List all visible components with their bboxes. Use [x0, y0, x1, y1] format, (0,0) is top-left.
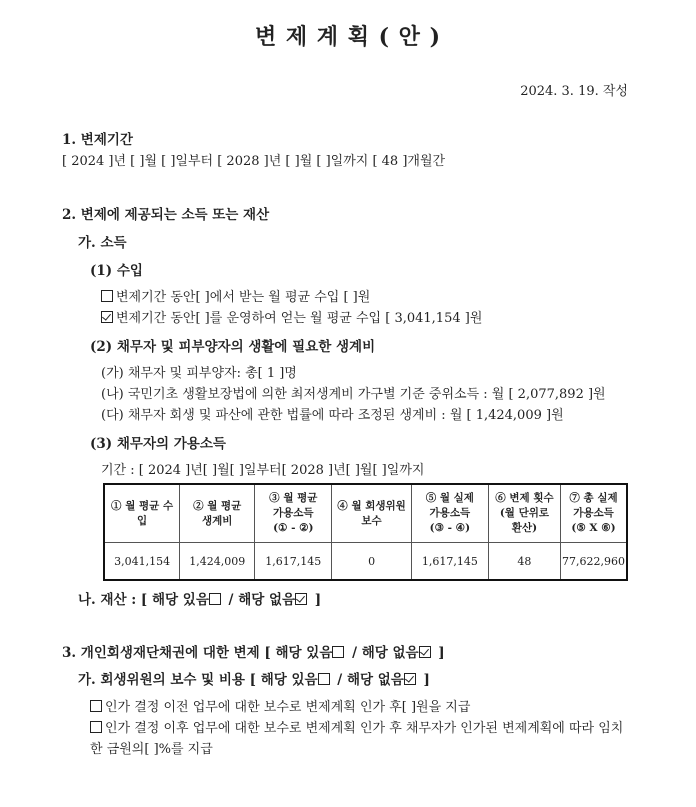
section3-mid: / 해당 없음 [347, 645, 419, 661]
table-cell: 3,041,154 [104, 543, 180, 581]
table-header: ⑤ 월 실제 가용소득 (③ - ④) [411, 484, 488, 543]
section3-prefix: 3. 개인회생재단채권에 대한 변제 [ 해당 있음 [62, 645, 333, 661]
section1-heading: 1. 변제기간 [62, 132, 133, 148]
trustee-fee-option-before-label: 인가 결정 이전 업무에 대한 보수로 변제계획 인가 후[ ]원을 지급 [105, 700, 471, 715]
table-cell: 0 [332, 543, 412, 581]
property-mid: / 해당 없음 [223, 592, 296, 608]
section3-heading [62, 641, 445, 661]
median-income-line: (나) 국민기초 생활보장법에 의한 최저생계비 가구별 기준 중위소득 : 월 [ 2,077,892 ]원 [101, 387, 606, 402]
table-header: ① 월 평균 수입 [104, 484, 180, 543]
adjusted-living-cost-line: (다) 채무자 회생 및 파산에 관한 법률에 따라 조정된 생계비 : 월 [ 1,424,009 ]원 [101, 408, 564, 423]
checkbox-unchecked[interactable] [209, 593, 221, 605]
table-row [104, 543, 627, 581]
revenue-heading: (1) 수입 [90, 263, 143, 279]
trustee-fee-option-after-label: 인가 결정 이후 업무에 대한 보수로 변제계획 인가 후 채무자가 인가된 변제계획에 따라 임치 [105, 721, 624, 736]
checkbox-checked[interactable] [419, 646, 431, 658]
available-income-table [103, 483, 628, 581]
checkbox-unchecked[interactable] [90, 721, 102, 733]
table-cell: 1,617,145 [255, 543, 332, 581]
checkbox-unchecked[interactable] [90, 700, 102, 712]
property-suffix: ] [310, 592, 322, 608]
table-header: ⑥ 변제 횟수 (월 단위로 환산) [488, 484, 560, 543]
table-cell: 77,622,960 [561, 543, 627, 581]
trustee-fee-suffix: ] [418, 672, 430, 688]
trustee-fee-option-after-cont: 한 금원의[ ]%를 지급 [90, 742, 213, 757]
repayment-period-line: [ 2024 ]년 [ ]월 [ ]일부터 [ 2028 ]년 [ ]월 [ ]일까지 [ 48 ]개월간 [62, 154, 446, 169]
revenue-option-business [101, 307, 482, 326]
trustee-fee-option-before [90, 696, 470, 715]
trustee-fee-mid: / 해당 없음 [332, 672, 404, 688]
trustee-fee-prefix: 가. 회생위원의 보수 및 비용 [ 해당 있음 [78, 672, 318, 688]
trustee-fee-option-after [90, 717, 623, 736]
checkbox-unchecked[interactable] [318, 673, 330, 685]
checkbox-checked[interactable] [404, 673, 416, 685]
table-header: ③ 월 평균 가용소득 (① - ②) [255, 484, 332, 543]
checkbox-unchecked[interactable] [332, 646, 344, 658]
revenue-option-business-label: 변제기간 동안[ ]를 운영하여 얻는 월 평균 수입 [ 3,041,154 ]원 [116, 311, 483, 326]
income-heading: 가. 소득 [78, 235, 127, 251]
table-cell: 48 [488, 543, 560, 581]
revenue-option-salary-label: 변제기간 동안[ ]에서 받는 월 평균 수입 [ ]원 [116, 290, 371, 305]
table-header: ⑦ 총 실제 가용소득 (⑤ X ⑥) [561, 484, 627, 543]
checkbox-unchecked[interactable] [101, 290, 113, 302]
available-income-heading: (3) 채무자의 가용소득 [90, 436, 226, 452]
date-written: 2024. 3. 19. 작성 [520, 84, 628, 99]
table-cell: 1,617,145 [411, 543, 488, 581]
property-prefix: 나. 재산 : [ 해당 있음 [78, 592, 209, 608]
living-cost-heading: (2) 채무자 및 피부양자의 생활에 필요한 생계비 [90, 339, 376, 355]
property-line [78, 588, 321, 608]
table-header: ④ 월 회생위원 보수 [332, 484, 412, 543]
section2-heading: 2. 변제에 제공되는 소득 또는 재산 [62, 207, 270, 223]
table-cell: 1,424,009 [180, 543, 255, 581]
table-header-row [104, 484, 627, 543]
page-title: 변 제 계 획 ( 안 ) [254, 24, 442, 50]
revenue-option-salary [101, 286, 370, 305]
available-income-period: 기간 : [ 2024 ]년[ ]월[ ]일부터[ 2028 ]년[ ]월[ ]일까지 [101, 463, 425, 478]
checkbox-checked[interactable] [295, 593, 307, 605]
checkbox-checked[interactable] [101, 311, 113, 323]
section3-suffix: ] [433, 645, 445, 661]
dependents-line: (가) 채무자 및 피부양자: 총[ 1 ]명 [101, 366, 297, 381]
table-header: ② 월 평균 생계비 [180, 484, 255, 543]
trustee-fee-heading [78, 668, 430, 688]
